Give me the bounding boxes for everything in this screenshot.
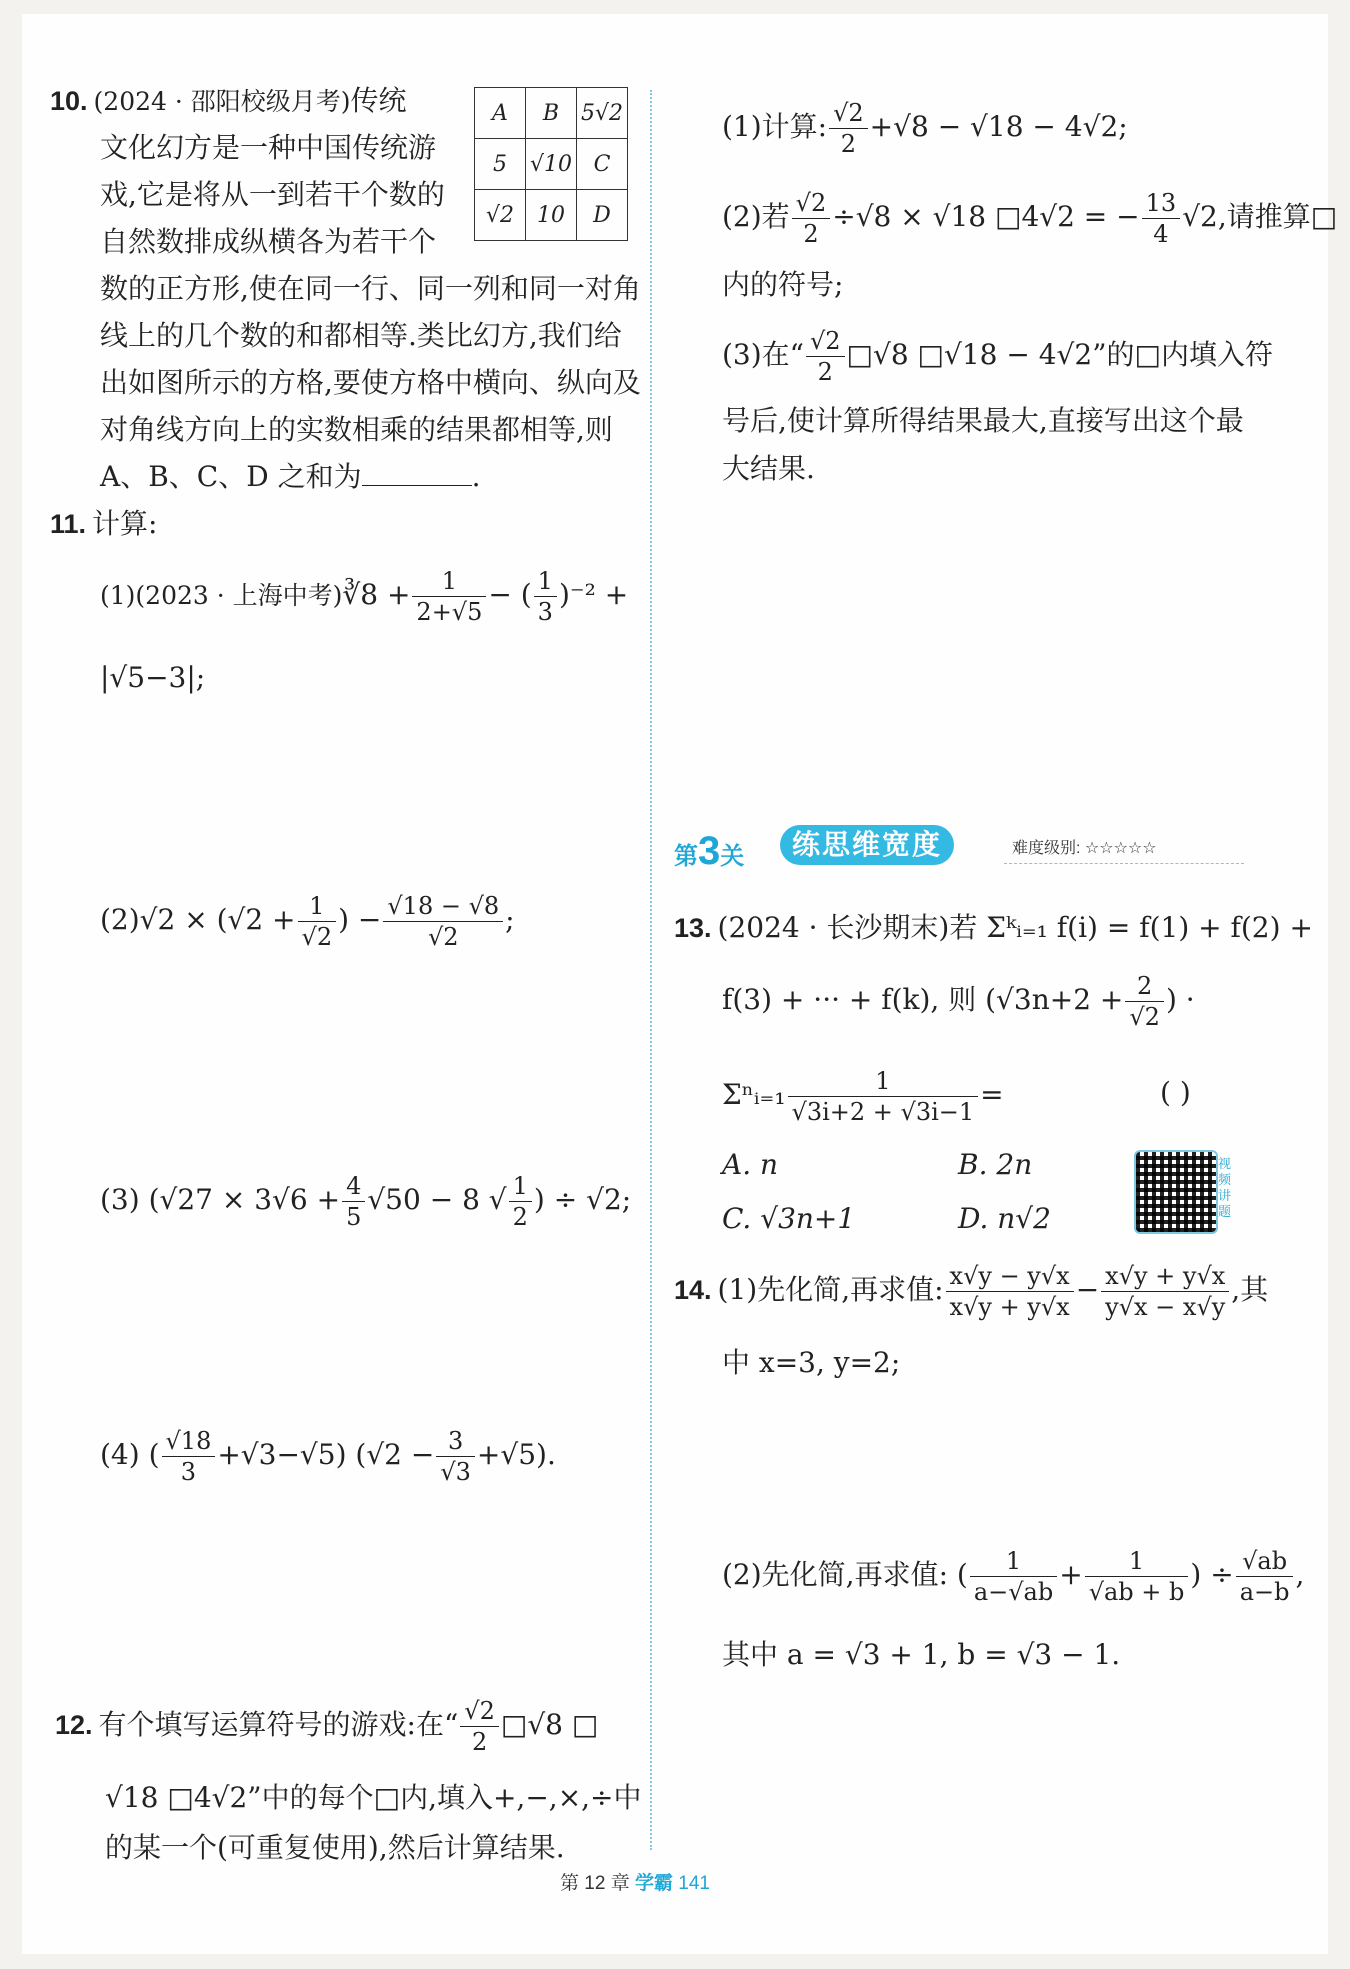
q10-line7: 出如图所示的方格,要使方格中横向、纵向及 bbox=[100, 366, 641, 399]
question-number: 13. bbox=[674, 913, 712, 943]
qr-code-icon[interactable] bbox=[1134, 1150, 1218, 1234]
expr: √50 − 8 √ bbox=[367, 1183, 507, 1216]
expr: □√8 □√18 − 4√2”的□内填入符 bbox=[846, 338, 1273, 371]
qr-label: 视频讲题 bbox=[1218, 1156, 1232, 1219]
q14-part1 bbox=[674, 1255, 1268, 1325]
expr: ,其 bbox=[1231, 1273, 1269, 1306]
question-number: 12. bbox=[55, 1710, 93, 1740]
question-source: (2024 · 邵阳校级月考) bbox=[93, 87, 351, 116]
question-number: 14. bbox=[674, 1275, 712, 1305]
q10-line6: 线上的几个数的和都相等.类比幻方,我们给 bbox=[100, 319, 622, 352]
difficulty-rating: 难度级别: ☆☆☆☆☆ bbox=[1012, 840, 1157, 857]
q10-line3: 戏,它是将从一到若干个数的 bbox=[100, 178, 445, 211]
magic-square-grid bbox=[474, 87, 628, 241]
q10-line2: 文化幻方是一种中国传统游 bbox=[100, 131, 437, 164]
q11-header bbox=[50, 501, 157, 547]
q13-line3 bbox=[722, 1060, 1004, 1130]
grid-cell: B bbox=[526, 88, 577, 139]
expr: (2)√2 × (√2 + bbox=[100, 903, 296, 936]
fraction: $\frac{1}{√ab + b}$ bbox=[1085, 1546, 1189, 1607]
page-footer bbox=[560, 1868, 710, 1895]
q10-line5: 数的正方形,使在同一行、同一列和同一对角 bbox=[100, 272, 641, 305]
expr: ; bbox=[505, 903, 515, 936]
q13-line2 bbox=[722, 965, 1195, 1035]
expr: ) ÷ √2; bbox=[533, 1183, 632, 1216]
q11-title: 计算: bbox=[92, 507, 158, 540]
fraction: $\frac{x√y + y√x}{y√x - x√y}$ bbox=[1101, 1261, 1229, 1322]
fraction: $\frac{√18}{3}$ bbox=[162, 1426, 216, 1487]
grid-cell: √10 bbox=[526, 139, 577, 190]
fraction: $\frac{√ab}{a-b}$ bbox=[1236, 1546, 1294, 1607]
q11-part1-line2: |√5−3|; bbox=[100, 661, 206, 694]
q11-part2 bbox=[100, 885, 515, 955]
expr: ) ÷ bbox=[1190, 1558, 1234, 1591]
grid-cell: D bbox=[577, 190, 628, 241]
expr: (1)计算: bbox=[722, 110, 828, 143]
part-label: (1)(2023 · 上海中考) bbox=[100, 581, 343, 610]
fraction: $\frac{√2}{2}$ bbox=[806, 326, 845, 387]
expr: , bbox=[1295, 1558, 1305, 1591]
banner-title: 练思维宽度 bbox=[780, 825, 954, 865]
expr: )⁻² + bbox=[558, 578, 629, 611]
expr: ÷√8 × √18 □4√2 = − bbox=[832, 200, 1140, 233]
expr: − bbox=[1075, 1273, 1100, 1306]
q12-part3 bbox=[722, 320, 1273, 390]
fraction: $\frac{√2}{2}$ bbox=[460, 1696, 499, 1757]
fraction: $\frac{1}{2}$ bbox=[509, 1171, 532, 1232]
fraction: $\frac{x√y - y√x}{x√y + y√x}$ bbox=[946, 1261, 1074, 1322]
expr: (2024 · 长沙期末)若 Σᵏᵢ₌₁ f(i) = f(1) + f(2) + bbox=[717, 911, 1313, 944]
expr: (1)先化简,再求值: bbox=[717, 1273, 944, 1306]
q14-part2 bbox=[722, 1540, 1304, 1610]
grid-cell: C bbox=[577, 139, 628, 190]
fraction: $\frac{1}{2+√5}$ bbox=[412, 566, 486, 627]
q10-text: 传统 bbox=[350, 84, 407, 117]
chapter-label: 第 12 章 bbox=[560, 1873, 630, 1894]
fraction: $\frac{√2}{2}$ bbox=[792, 188, 831, 249]
q12-line2: √18 □4√2”中的每个□内,填入+,−,×,÷中 bbox=[105, 1781, 642, 1814]
fraction: $\frac{1}{√3i+2 + √3i-1}$ bbox=[788, 1066, 979, 1127]
q11-part4 bbox=[100, 1420, 556, 1490]
fraction: $\frac{2}{√2}$ bbox=[1125, 971, 1164, 1032]
q12-part3-line2: 号后,使计算所得结果最大,直接写出这个最 bbox=[722, 404, 1244, 437]
brand-label: 学霸 bbox=[634, 1873, 673, 1894]
expr: +√5). bbox=[476, 1438, 556, 1471]
option-b[interactable]: B. 2n bbox=[958, 1148, 1033, 1181]
grid-cell: A bbox=[475, 88, 526, 139]
q11-part3 bbox=[100, 1165, 631, 1235]
fraction: $\frac{1}{√2}$ bbox=[298, 891, 337, 952]
expr: (4) ( bbox=[100, 1438, 160, 1471]
section-banner bbox=[674, 823, 1254, 871]
question-number: 11. bbox=[50, 509, 87, 539]
expr: (3) (√27 × 3√6 + bbox=[100, 1183, 341, 1216]
banner-level: 第3关 bbox=[674, 829, 745, 873]
expr: ∛8 + bbox=[342, 578, 411, 611]
option-c[interactable]: C. √3n+1 bbox=[722, 1202, 856, 1235]
q12-line3: 的某一个(可重复使用),然后计算结果. bbox=[105, 1831, 565, 1864]
expr: 有个填写运算符号的游戏:在“ bbox=[98, 1708, 459, 1741]
q10-line8: 对角线方向上的实数相乘的结果都相等,则 bbox=[100, 413, 613, 446]
q12-part2-line2: 内的符号; bbox=[722, 268, 844, 301]
expr: √2,请推算□ bbox=[1182, 200, 1338, 233]
q11-part1 bbox=[100, 560, 628, 631]
expr: (2)先化简,再求值: ( bbox=[722, 1558, 968, 1591]
q10-end: . bbox=[471, 460, 481, 493]
q10-prompt: A、B、C、D 之和为 bbox=[100, 460, 362, 493]
answer-blank[interactable] bbox=[362, 465, 472, 486]
q14-part1-line2: 中 x=3, y=2; bbox=[722, 1346, 901, 1379]
fraction: $\frac{13}{4}$ bbox=[1142, 188, 1181, 249]
grid-cell: 10 bbox=[526, 190, 577, 241]
expr: f(3) + ··· + f(k), 则 (√3n+2 + bbox=[722, 983, 1124, 1016]
grid-cell: 5√2 bbox=[577, 88, 628, 139]
fraction: $\frac{1}{a-√ab}$ bbox=[970, 1546, 1057, 1607]
expr: − ( bbox=[488, 578, 532, 611]
question-number: 10. bbox=[50, 86, 88, 116]
page-number: 141 bbox=[678, 1873, 710, 1894]
expr: (2)若 bbox=[722, 200, 790, 233]
expr: □√8 □ bbox=[500, 1708, 599, 1741]
q12-part1 bbox=[722, 92, 1128, 162]
expr: +√8 − √18 − 4√2; bbox=[869, 110, 1128, 143]
expr: ) − bbox=[338, 903, 382, 936]
expr: +√3−√5) (√2 − bbox=[217, 1438, 435, 1471]
expr: + bbox=[1059, 1558, 1083, 1591]
q12-part2 bbox=[722, 182, 1337, 252]
fraction: $\frac{3}{√3}$ bbox=[436, 1426, 475, 1487]
q13-line1 bbox=[674, 905, 1313, 951]
grid-cell: √2 bbox=[475, 190, 526, 241]
fraction: $\frac{4}{5}$ bbox=[342, 1171, 365, 1232]
answer-bracket[interactable]: ( ) bbox=[1160, 1076, 1191, 1109]
column-divider bbox=[650, 90, 652, 1850]
fraction: $\frac{√18 - √8}{√2}$ bbox=[383, 891, 503, 952]
q12-line1 bbox=[55, 1690, 598, 1760]
banner-rule bbox=[1004, 863, 1244, 864]
fraction: $\frac{√2}{2}$ bbox=[829, 98, 868, 159]
option-a[interactable]: A. n bbox=[722, 1148, 779, 1181]
expr: = bbox=[980, 1078, 1004, 1111]
grid-cell: 5 bbox=[475, 139, 526, 190]
expr: Σⁿᵢ₌₁ bbox=[722, 1078, 786, 1111]
q12-part3-line3: 大结果. bbox=[722, 452, 815, 485]
q10-line4: 自然数排成纵横各为若干个 bbox=[100, 225, 437, 258]
q14-part2-line2: 其中 a = √3 + 1, b = √3 − 1. bbox=[722, 1638, 1121, 1671]
option-d[interactable]: D. n√2 bbox=[958, 1202, 1051, 1235]
q10-line1 bbox=[50, 78, 407, 125]
expr: (3)在“ bbox=[722, 338, 804, 371]
q10-line9 bbox=[100, 454, 480, 500]
fraction: $\frac{1}{3}$ bbox=[534, 566, 557, 627]
expr: ) · bbox=[1165, 983, 1195, 1016]
